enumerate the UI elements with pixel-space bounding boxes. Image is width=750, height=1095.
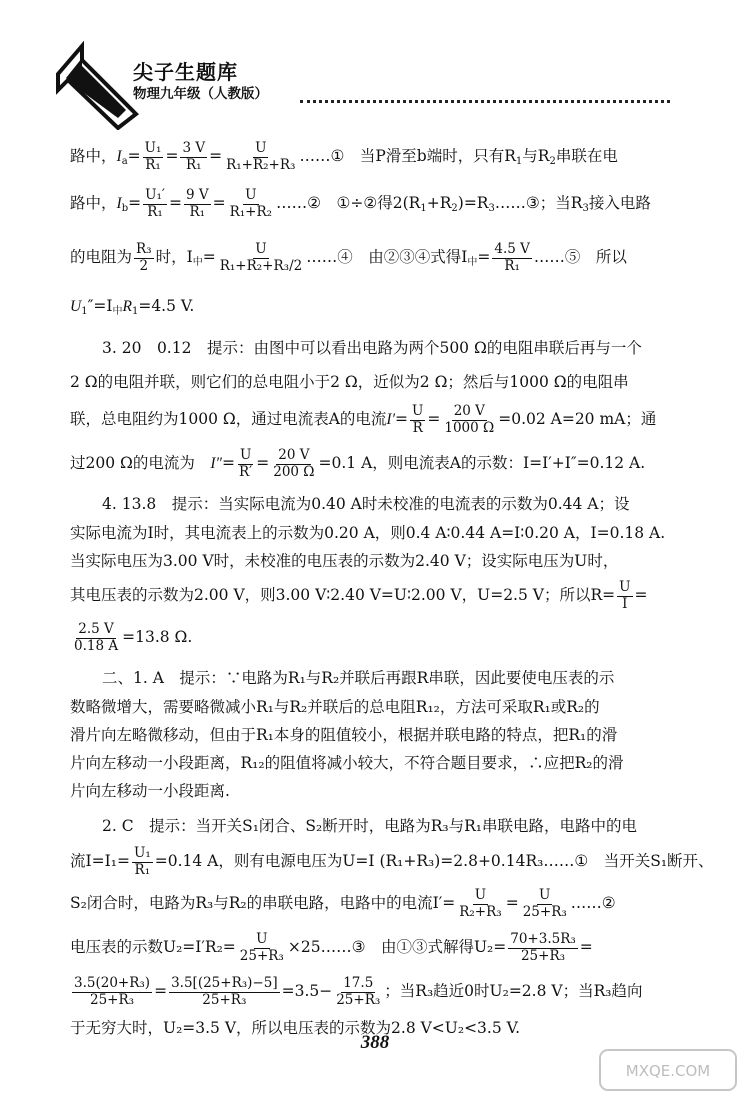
fraction: $\frac{U}{\text{R₁+R₂+R₃}}$ [226,139,296,173]
c2-line-3: S₂闭合时，电路为R₃与R₂的串联电路，电路中的电流I′= $\frac{U}{\text{R₂+R₃}}$ = $\frac{U}{\text{25+R₃}}$ ……② [70,886,616,920]
q3-line-3: 联，总电阻约为1000 Ω，通过电流表A的电流I′= $\frac{U}{R}$ = $\frac{20 V}{1000 \Omega}$ =0.02 A=20 mA；通 [70,402,657,436]
fraction: $\frac{2.5 V}{0.18 A}$ [74,620,119,654]
q4-line-2: 实际电流为I时，其电流表上的示数为0.20 A，则0.4 A∶0.44 A=I∶0.20 A，I=0.18 A. [70,524,666,542]
fraction: $\frac{\text{U₁}}{\text{R₁}}$ [144,139,162,173]
text: 当P滑至b端时，只有R [359,147,516,165]
line-3: 的电阻为 $\frac{\text{R₃}}{2}$ 时，$I_中=$ $\frac{U}{\text{R₁+R₂+R₃/2}}$ ……④ 由②③④式得$I_中=$ $\frac{4.5 V}{\text{R₁}}$ ……⑤ 所以 [70,240,627,274]
q4-line-1: 4. 13.8 提示：当实际电流为0.40 A时未校准的电流表的示数为0.44 A；设 [102,495,630,513]
fraction: $\frac{U}{R}$ [411,402,424,436]
fraction: $\frac{U}{\text{R₁+R₂}}$ [229,186,273,220]
header-arrow-logo [52,40,142,130]
watermark-logo [598,1048,738,1092]
c2-line-5: $\frac{\text{3.5(20+R₃)}}{\text{25+R₃}}$ = $\frac{\text{3.5[(25+R₃)−5]}}{\text{25+R₃}}$ =3.5− $\frac{17.5}{\text{25+R₃}}$ ；当R₃趋近0时U₂=2.8 V；当R₃趋向 [74,974,643,1008]
svg-text:MXQE.COM: MXQE.COM [625,1062,711,1080]
s2-line-3: 滑片向左略微移动，但由于R₁本身的阻值较小，根据并联电路的特点，把R₁的滑 [70,726,618,744]
fraction: $\frac{U}{\text{R₁+R₂+R₃/2}}$ [219,240,303,274]
book-title: 尖子生题库 [133,60,238,84]
q4-line-5: $\frac{2.5 V}{0.18 A}$ =13.8 Ω. [74,620,193,654]
text: 路中， [70,147,117,165]
c2-line-2: 流I=I₁= $\frac{\text{U₁}}{\text{R₁}}$ =0.14 A，则有电源电压为U=I (R₁+R₃)=2.8+0.14R₃……① 当开关S₁断开、 [70,844,714,878]
fraction: $\frac{U}{\text{25+R₃}}$ [522,886,567,920]
q3-line-2: 2 Ω的电阻并联，则它们的总电阻小于2 Ω，近似为2 Ω；然后与1000 Ω的电阻串 [70,373,629,391]
fraction: $\frac{9 V}{\text{R₁}}$ [185,186,209,220]
fraction: $\frac{\text{70+3.5R₃}}{\text{25+R₃}}$ [510,930,576,964]
c2-line-4: 电压表的示数U₂=I′R₂= $\frac{U}{\text{25+R₃}}$ ×25……③ 由①③式解得U₂= $\frac{\text{70+3.5R₃}}{\text{25+R₃}}$ = [70,930,593,964]
fraction: $\frac{3 V}{\text{R₁}}$ [182,139,206,173]
eq-number: ……① [299,147,345,165]
line-2: 路中，$I_b=$ $\frac{\text{U₁′}}{\text{R₁}}$ = $\frac{9 V}{\text{R₁}}$ = $\frac{U}{\text{R₁+R₂}}$ ……② ①÷②得$2(R_1+R_2)=R_3\dots\dots ③$；当$R_3$接入电路 [70,186,651,220]
page-number: 388 [360,1032,390,1053]
fraction: $\frac{U}{\text{R₂+R₃}}$ [459,886,502,920]
fraction: $\frac{U}{\text{25+R₃}}$ [239,930,284,964]
solution-text [70,134,714,1043]
c2-line-1: 2. C 提示：当开关S₁闭合、S₂断开时，电路为R₃与R₁串联电路，电路中的电 [102,817,638,835]
fraction: $\frac{\text{U₁′}}{\text{R₁}}$ [145,186,165,220]
fraction: $\frac{20 V}{200 \Omega}$ [273,446,315,480]
q3-line-1: 3. 20 0.12 提示：由图中可以看出电路为两个500 Ω的电阻串联后再与一个 [102,339,642,357]
line-4: $U_1''=I_中R_1=4.5$ V. [70,297,195,317]
s2-line-2: 数略微增大，需要略微减小R₁与R₂并联后的总电阻R₁₂，方法可采取R₁或R₂的 [70,698,600,716]
s2-line-4: 片向左移动一小段距离，R₁₂的阻值将减小较大，不符合题目要求，∴应把R₂的滑 [70,754,624,772]
q4-line-4: 其电压表的示数为2.00 V，则3.00 V∶2.40 V=U∶2.00 V，U=2.5 V；所以R= $\frac{U}{I}$ = [70,578,648,612]
header-dotted-rule [300,100,670,103]
q4-line-3: 当实际电压为3.00 V时，未校准的电压表的示数为2.40 V；设实际电压为U时， [70,552,619,570]
line-1: 路中，$I_a=$ $\frac{\text{U₁}}{\text{R₁}}$ = $\frac{3 V}{\text{R₁}}$ = $\frac{U}{\text{R₁+R₂+R₃}}$ ……① 当P滑至b端时，只有$R_1$与$R_2$串联在电 [70,139,618,173]
s2-line-1: 二、1. A 提示：∵电路为R₁与R₂并联后再跟R串联，因此要使电压表的示 [102,669,615,687]
q3-line-4: 过200 Ω的电流为 I″= $\frac{U}{R'}$ = $\frac{20 V}{200 \Omega}$ =0.1 A，则电流表A的示数：I=I′+I″=0.12 A. [70,446,646,480]
fraction: $\frac{17.5}{\text{25+R₃}}$ [336,974,381,1008]
fraction: $\frac{4.5 V}{\text{R₁}}$ [494,240,530,274]
fraction: $\frac{20 V}{1000 \Omega}$ [444,402,495,436]
book-subtitle: 物理九年级（人教版） [133,86,268,102]
fraction: $\frac{\text{3.5[(25+R₃)−5]}}{\text{25+R₃}}$ [171,974,278,1008]
fraction: $\frac{\text{3.5(20+R₃)}}{\text{25+R₃}}$ [74,974,151,1008]
fraction: $\frac{\text{U₁}}{\text{R₁}}$ [133,844,151,878]
fraction: $\frac{\text{R₃}}{2}$ [136,240,152,274]
fraction: $\frac{U}{R'}$ [239,446,253,480]
c2-line-6: 于无穷大时，U₂=3.5 V，所以电压表的示数为2.8 V<U₂<3.5 V. [70,1019,521,1037]
s2-line-5: 片向左移动一小段距离. [70,782,230,800]
fraction: $\frac{U}{I}$ [619,578,631,612]
